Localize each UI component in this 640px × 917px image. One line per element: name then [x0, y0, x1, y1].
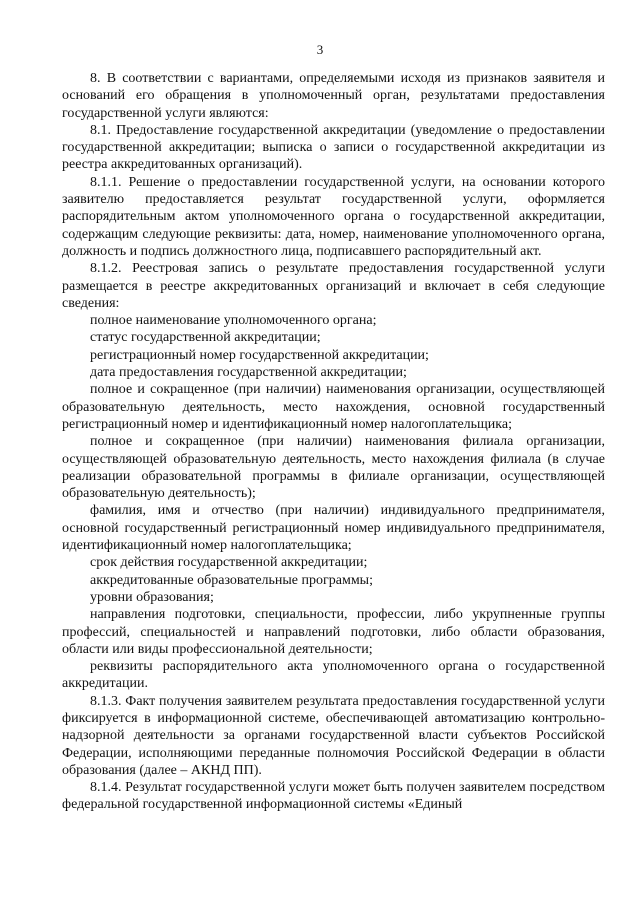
list-item-accreditation-date: дата предоставления государственной аккредитации;	[90, 365, 407, 381]
list-item-training-directions: направления подготовки, специальности, профессии, либо укрупненные группы профессий, специальностей и направлений подготовки, либо области образования, области или виды профессиональной деятельности;	[62, 607, 605, 657]
paragraph-8-1-4: 8.1.4. Результат государственной услуги может быть получен заявителем посредством федеральной государственной информационной системы «Единый	[62, 780, 605, 813]
paragraph-8-1-2: 8.1.2. Реестровая запись о результате предоставления государственной услуги размещается в реестре аккредитованных организаций и включает в себя следующие сведения:	[62, 261, 605, 311]
paragraph-8-1-3: 8.1.3. Факт получения заявителем результата предоставления государственной услуги фиксируется в информационной системе, обеспечивающей автоматизацию контрольно-надзорной деятельности за органами государственной власти субъектов Российской Федерации, исполняющими переданные полномочия Российской Федерации в области образования (далее – АКНД ПП).	[62, 693, 605, 778]
list-item-programs: аккредитованные образовательные программы;	[90, 572, 373, 588]
paragraph-8-1: 8.1. Предоставление государственной аккредитации (уведомление о предоставлении государственной аккредитации; выписка о записи о государственной аккредитации из реестра аккредитованных организаций).	[62, 122, 605, 173]
list-item-validity-period: срок действия государственной аккредитации;	[90, 555, 368, 571]
list-item-registration-number: регистрационный номер государственной аккредитации;	[90, 347, 429, 363]
list-item-accreditation-status: статус государственной аккредитации;	[90, 330, 321, 346]
list-item-education-levels: уровни образования;	[90, 589, 214, 605]
page-number: 3	[316, 42, 324, 57]
list-item-act-details: реквизиты распорядительного акта уполномоченного органа о государственной аккредитации.	[62, 659, 605, 692]
list-item-branch-names: полное и сокращенное (при наличии) наименования филиала организации, осуществляющей образовательную деятельность, место нахождения филиала (в случае реализации образовательной программы в филиале организации, осуществляющей образовательную деятельность);	[62, 434, 605, 502]
document-body	[62, 70, 605, 814]
paragraph-8: 8. В соответствии с вариантами, определяемыми исходя из признаков заявителя и оснований его обращения в уполномоченный орган, результатами предоставления государственной услуги являются:	[62, 71, 605, 121]
list-item-organization-names: полное и сокращенное (при наличии) наименования организации, осуществляющей образовательную деятельность, место нахождения, основной государственный регистрационный номер и идентификационный номер налогоплательщика;	[62, 382, 605, 432]
list-item-entrepreneur: фамилия, имя и отчество (при наличии) индивидуального предпринимателя, основной государственный регистрационный номер индивидуального предпринимателя, идентификационный номер налогоплательщика;	[62, 503, 605, 554]
list-item-authority-name: полное наименование уполномоченного органа;	[90, 313, 377, 329]
paragraph-8-1-1: 8.1.1. Решение о предоставлении государственной услуги, на основании которого заявителю предоставляется результат государственной услуги, оформляется распорядительным актом уполномоченного органа о государственной аккредитации, содержащим следующие реквизиты: дата, номер, наименование уполномоченного органа, должность и подпись должностного лица, подписавшего распорядительный акт.	[62, 174, 605, 259]
